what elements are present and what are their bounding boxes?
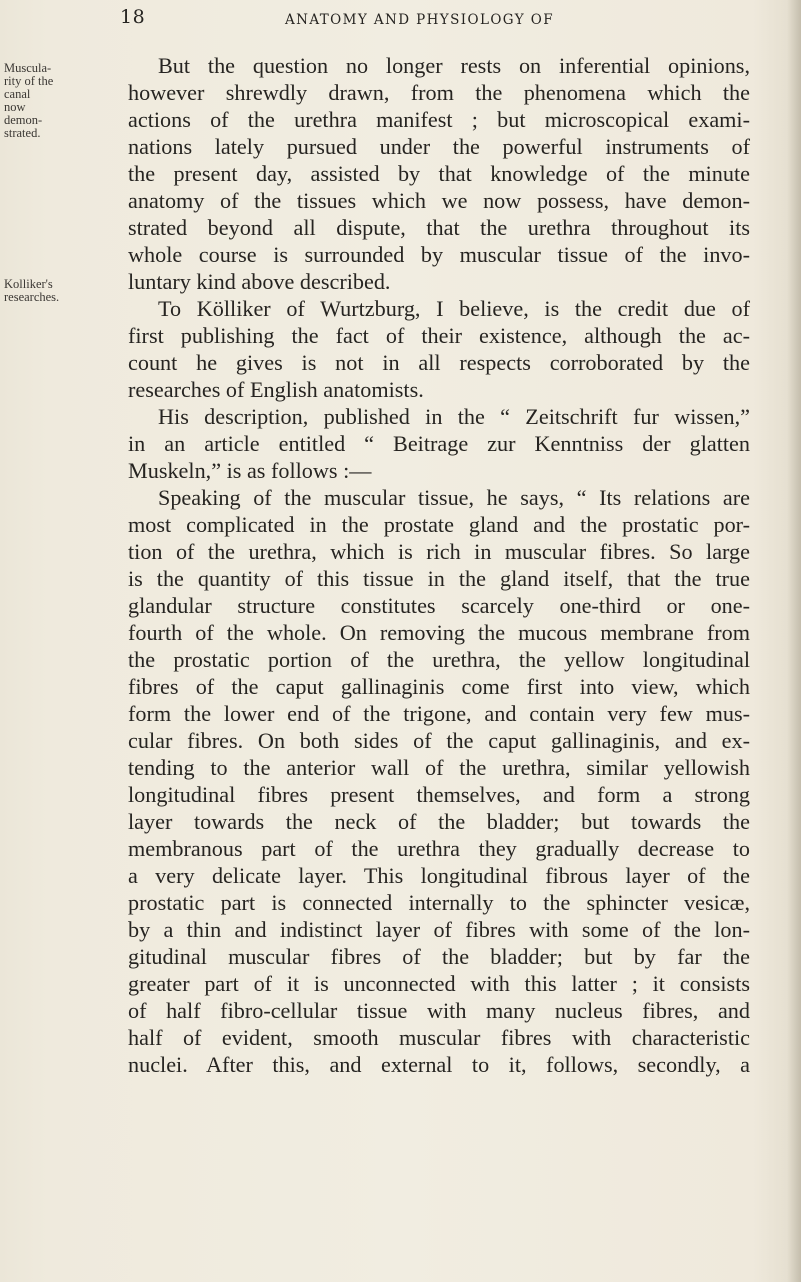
text-line: strated beyond all dispute, that the urethra throughout its bbox=[128, 215, 750, 240]
text-line: fourth of the whole. On removing the mucous membrane from bbox=[128, 620, 750, 645]
text-line: prostatic part is connected internally to the sphincter vesicæ, bbox=[128, 890, 750, 915]
text-line: His description, published in the “ Zeitschrift fur wissen,” bbox=[158, 404, 750, 429]
text-line: of half fibro-cellular tissue with many nucleus fibres, and bbox=[128, 998, 750, 1023]
text-line: most complicated in the prostate gland and the prostatic por- bbox=[128, 512, 750, 537]
text-line: tion of the urethra, which is rich in muscular fibres. So large bbox=[128, 539, 750, 564]
margin-note-text: Muscula- rity of the canal now demon- strated. bbox=[4, 61, 54, 140]
text-line: anatomy of the tissues which we now possess, have demon- bbox=[128, 188, 750, 213]
page-number: 18 bbox=[120, 6, 146, 28]
text-line: is the quantity of this tissue in the gland itself, that the true bbox=[128, 566, 750, 591]
text-line: longitudinal fibres present themselves, and form a strong bbox=[128, 782, 750, 807]
margin-note-kolliker bbox=[4, 278, 60, 304]
text-line: membranous part of the urethra they gradually decrease to bbox=[128, 836, 750, 861]
text-line: researches of English anatomists. bbox=[128, 377, 424, 402]
text-line: first publishing the fact of their existence, although the ac- bbox=[128, 323, 750, 348]
text-line: actions of the urethra manifest ; but microscopical exami- bbox=[128, 107, 750, 132]
text-line: however shrewdly drawn, from the phenomena which the bbox=[128, 80, 750, 105]
running-head: ANATOMY AND PHYSIOLOGY OF bbox=[285, 12, 554, 28]
text-line: fibres of the caput gallinaginis come first into view, which bbox=[128, 674, 750, 699]
text-line: layer towards the neck of the bladder; but towards the bbox=[128, 809, 750, 834]
text-line: the present day, assisted by that knowledge of the minute bbox=[128, 161, 750, 186]
margin-note-text: Kolliker's researches. bbox=[4, 277, 60, 304]
text-line: form the lower end of the trigone, and contain very few mus- bbox=[128, 701, 750, 726]
text-line: tending to the anterior wall of the urethra, similar yellowish bbox=[128, 755, 750, 780]
margin-note-muscularity bbox=[4, 62, 60, 140]
page-edge-shadow bbox=[787, 0, 801, 1282]
text-line: Speaking of the muscular tissue, he says, “ Its relations are bbox=[158, 485, 750, 510]
text-line: gitudinal muscular fibres of the bladder; but by far the bbox=[128, 944, 750, 969]
text-line: luntary kind above described. bbox=[128, 269, 391, 294]
text-line: the prostatic portion of the urethra, the yellow longitudinal bbox=[128, 647, 750, 672]
page-header bbox=[0, 4, 801, 34]
text-line: half of evident, smooth muscular fibres with characteristic bbox=[128, 1025, 750, 1050]
text-line: greater part of it is unconnected with this latter ; it consists bbox=[128, 971, 750, 996]
text-line: But the question no longer rests on inferential opinions, bbox=[158, 53, 750, 78]
text-line: in an article entitled “ Beitrage zur Kenntniss der glatten bbox=[128, 431, 750, 456]
text-line: cular fibres. On both sides of the caput gallinaginis, and ex- bbox=[128, 728, 750, 753]
text-line: To Kölliker of Wurtzburg, I believe, is the credit due of bbox=[158, 296, 750, 321]
text-line: nations lately pursued under the powerful instruments of bbox=[128, 134, 750, 159]
text-line: Muskeln,” is as follows :— bbox=[128, 458, 372, 483]
text-line: by a thin and indistinct layer of fibres with some of the lon- bbox=[128, 917, 750, 942]
text-line: glandular structure constitutes scarcely one-third or one- bbox=[128, 593, 750, 618]
text-line: a very delicate layer. This longitudinal fibrous layer of the bbox=[128, 863, 750, 888]
text-line: nuclei. After this, and external to it, follows, secondly, a bbox=[128, 1052, 750, 1077]
text-line: count he gives is not in all respects corroborated by the bbox=[128, 350, 750, 375]
text-line: whole course is surrounded by muscular tissue of the invo- bbox=[128, 242, 750, 267]
